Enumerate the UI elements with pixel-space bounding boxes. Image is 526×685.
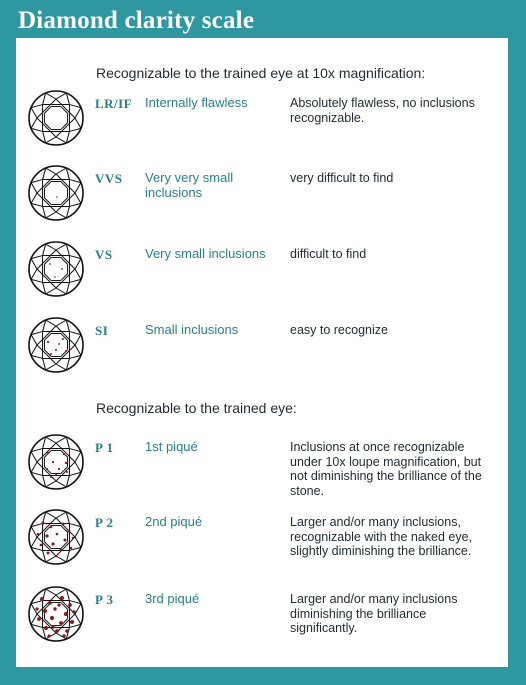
grade-name: 3rd piqué [145,591,200,606]
section-heading-eye: Recognizable to the trained eye: [96,400,297,416]
grade-name: 1st piqué [145,439,198,454]
diamond-icon [26,163,86,223]
diamond-icon [26,507,86,567]
grade-code: P 3 [95,592,114,607]
clarity-row-p3 [16,584,508,656]
grade-code: P 2 [95,515,114,530]
grade-description: Inclusions at once recognizable under 10x loupe magnification, but not diminishing the brilliance of the stone. [290,440,482,498]
diamond-icon [26,584,86,644]
diamond-icon [26,239,86,299]
clarity-row-si [16,315,508,387]
section-heading-loupe: Recognizable to the trained eye at 10x magnification: [96,65,426,81]
grade-name: Very very small inclusions [145,170,234,200]
grade-code: VS [95,247,113,262]
grade-description: Absolutely flawless, no inclusions recognizable. [290,96,475,125]
grade-code: P 1 [95,440,114,455]
clarity-row-vvs [16,163,508,235]
diamond-icon [26,88,86,148]
grade-code: SI [95,323,109,338]
clarity-row-p1 [16,432,508,504]
grade-description: easy to recognize [290,323,388,337]
diamond-icon [26,315,86,375]
grade-description: difficult to find [290,247,367,261]
grade-description: very difficult to find [290,171,394,185]
grade-description: Larger and/or many inclusions, recognizable with the naked eye, slightly diminishing the brilliance. [290,515,473,558]
clarity-row-lr-if [16,88,508,160]
grade-description: Larger and/or many inclusions diminishing the brilliance significantly. [290,592,458,635]
grade-code: VVS [95,171,123,186]
grade-name: 2nd piqué [145,514,203,529]
grade-code: LR/IF [95,96,133,111]
clarity-row-p2 [16,507,508,579]
grade-name: Very small inclusions [145,246,266,261]
clarity-row-vs [16,239,508,311]
diamond-icon [26,432,86,492]
grade-name: Small inclusions [145,322,239,337]
page-title: Diamond clarity scale [18,7,255,34]
clarity-panel [16,38,508,667]
grade-name: Internally flawless [145,95,248,110]
